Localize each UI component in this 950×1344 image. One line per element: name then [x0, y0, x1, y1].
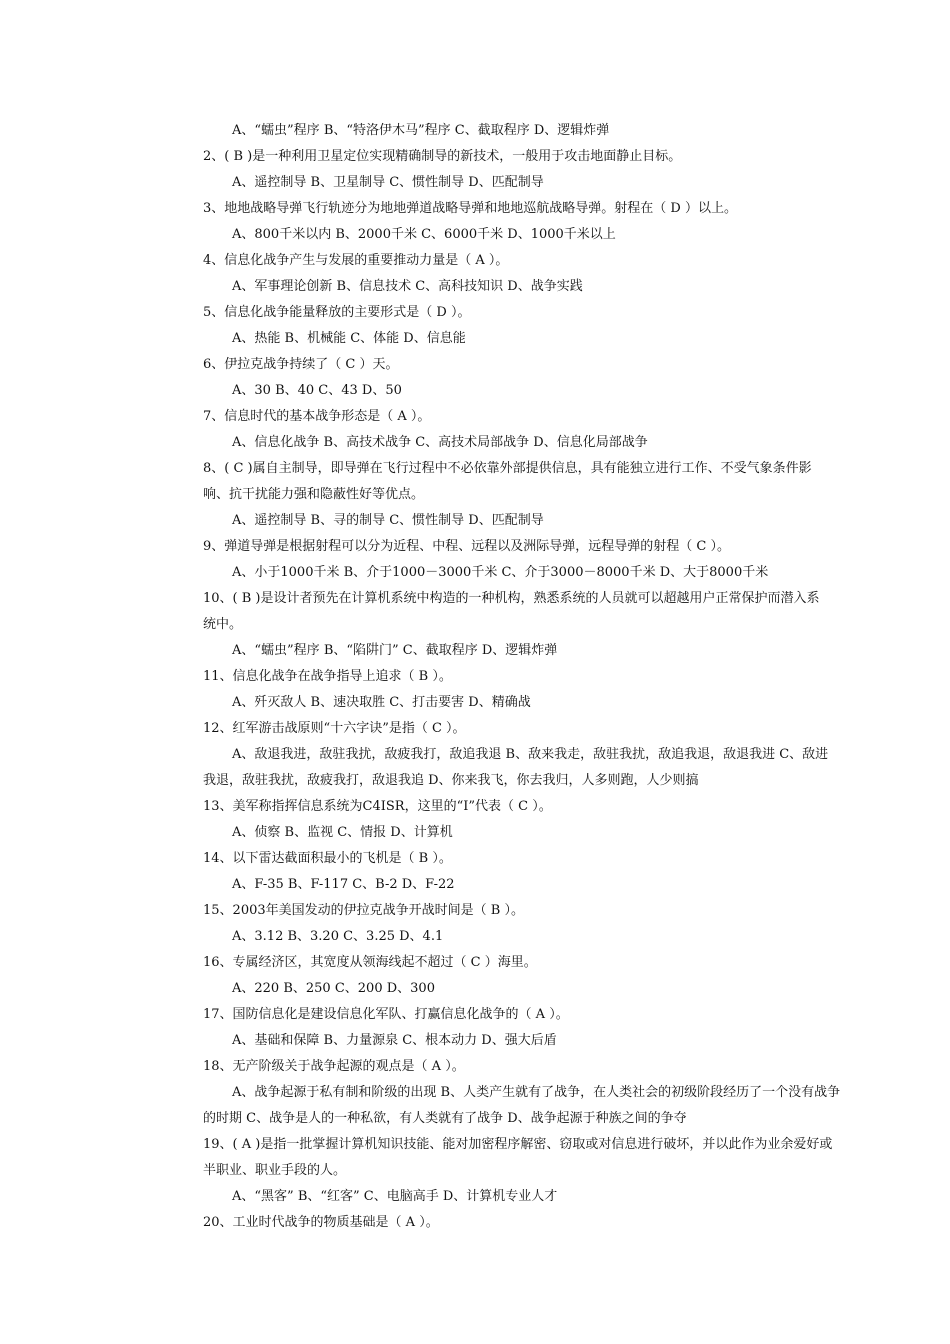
question-line: 4、信息化战争产生与发展的重要推动力量是（ A ）。 — [203, 253, 509, 268]
answer-options-line: A、3.12 B、3.20 C、3.25 D、4.1 — [232, 929, 444, 944]
answer-options-line: A、遥控制导 B、寻的制导 C、惯性制导 D、匹配制导 — [232, 513, 544, 528]
question-line: 2、( B )是一种利用卫星定位实现精确制导的新技术，一般用于攻击地面静止目标。 — [203, 149, 682, 164]
question-line: 9、弹道导弹是根据射程可以分为近程、中程、远程以及洲际导弹，远程导弹的射程（ C ）。 — [203, 539, 730, 554]
question-line: 18、无产阶级关于战争起源的观点是（ A ）。 — [203, 1059, 465, 1074]
answer-options-line: A、军事理论创新 B、信息技术 C、高科技知识 D、战争实践 — [232, 279, 583, 294]
document-body — [203, 118, 908, 1236]
question-line: 我退，敌驻我扰，敌疲我打，敌退我追 D、你来我飞，你去我归，人多则跑，人少则搞 — [203, 773, 699, 788]
question-line: 19、( A )是指一批掌握计算机知识技能、能对加密程序解密、窃取或对信息进行破坏，并以此作为业余爱好或 — [203, 1137, 833, 1152]
answer-options-line: A、热能 B、机械能 C、体能 D、信息能 — [232, 331, 466, 346]
answer-options-line: A、“黑客” B、“红客” C、电脑高手 D、计算机专业人才 — [232, 1189, 558, 1204]
answer-options-line: A、敌退我进，敌驻我扰，敌疲我打，敌追我退 B、敌来我走，敌驻我扰，敌追我退，敌退我进 C、敌进 — [232, 747, 829, 762]
question-line: 11、信息化战争在战争指导上追求（ B ）。 — [203, 669, 452, 684]
question-line: 响、抗干扰能力强和隐蔽性好等优点。 — [203, 487, 425, 502]
question-line: 统中。 — [203, 617, 243, 632]
answer-options-line: A、220 B、250 C、200 D、300 — [232, 981, 435, 996]
question-line: 10、( B )是设计者预先在计算机系统中构造的一种机构，熟悉系统的人员就可以超越用户正常保护而潜入系 — [203, 591, 820, 606]
answer-options-line: A、小于1000千米 B、介于1000－3000千米 C、介于3000－8000千米 D、大于8000千米 — [232, 565, 769, 580]
question-line: 8、( C )属自主制导，即导弹在飞行过程中不必依靠外部提供信息，具有能独立进行工作、不受气象条件影 — [203, 461, 812, 476]
question-line: 20、工业时代战争的物质基础是（ A ）。 — [203, 1215, 439, 1230]
question-line: 16、专属经济区，其宽度从领海线起不超过（ C ）海里。 — [203, 955, 537, 970]
question-line: 13、美军称指挥信息系统为C4ISR，这里的“I”代表（ C ）。 — [203, 799, 552, 814]
answer-options-line: A、30 B、40 C、43 D、50 — [232, 383, 402, 398]
question-line: 17、国防信息化是建设信息化军队、打赢信息化战争的（ A ）。 — [203, 1007, 569, 1022]
answer-options-line: A、基础和保障 B、力量源泉 C、根本动力 D、强大后盾 — [232, 1033, 557, 1048]
question-line: 3、地地战略导弹飞行轨迹分为地地弹道战略导弹和地地巡航战略导弹。射程在（ D ）以上。 — [203, 201, 737, 216]
question-line: 14、以下雷达截面积最小的飞机是（ B ）。 — [203, 851, 452, 866]
answer-options-line: A、“蠕虫”程序 B、“陷阱门” C、截取程序 D、逻辑炸弹 — [232, 643, 558, 658]
question-line: 12、红军游击战原则“十六字诀”是指（ C ）。 — [203, 721, 466, 736]
answer-options-line: A、战争起源于私有制和阶级的出现 B、人类产生就有了战争，在人类社会的初级阶段经历了一个没有战争 — [232, 1085, 841, 1100]
answer-options-line: A、“蠕虫”程序 B、“特洛伊木马”程序 C、截取程序 D、逻辑炸弹 — [232, 123, 610, 138]
question-line: 的时期 C、战争是人的一种私欲，有人类就有了战争 D、战争起源于种族之间的争夺 — [203, 1111, 687, 1126]
answer-options-line: A、800千米以内 B、2000千米 C、6000千米 D、1000千米以上 — [232, 227, 616, 242]
question-line: 7、信息时代的基本战争形态是（ A ）。 — [203, 409, 431, 424]
answer-options-line: A、侦察 B、监视 C、情报 D、计算机 — [232, 825, 453, 840]
question-line: 6、伊拉克战争持续了（ C ）天。 — [203, 357, 399, 372]
answer-options-line: A、歼灭敌人 B、速决取胜 C、打击要害 D、精确战 — [232, 695, 531, 710]
question-line: 15、2003年美国发动的伊拉克战争开战时间是（ B ）。 — [203, 903, 524, 918]
answer-options-line: A、遥控制导 B、卫星制导 C、惯性制导 D、匹配制导 — [232, 175, 544, 190]
answer-options-line: A、信息化战争 B、高技术战争 C、高技术局部战争 D、信息化局部战争 — [232, 435, 648, 450]
question-line: 5、信息化战争能量释放的主要形式是（ D ）。 — [203, 305, 471, 320]
answer-options-line: A、F-35 B、F-117 C、B-2 D、F-22 — [232, 877, 455, 892]
question-line: 半职业、职业手段的人。 — [203, 1163, 347, 1178]
